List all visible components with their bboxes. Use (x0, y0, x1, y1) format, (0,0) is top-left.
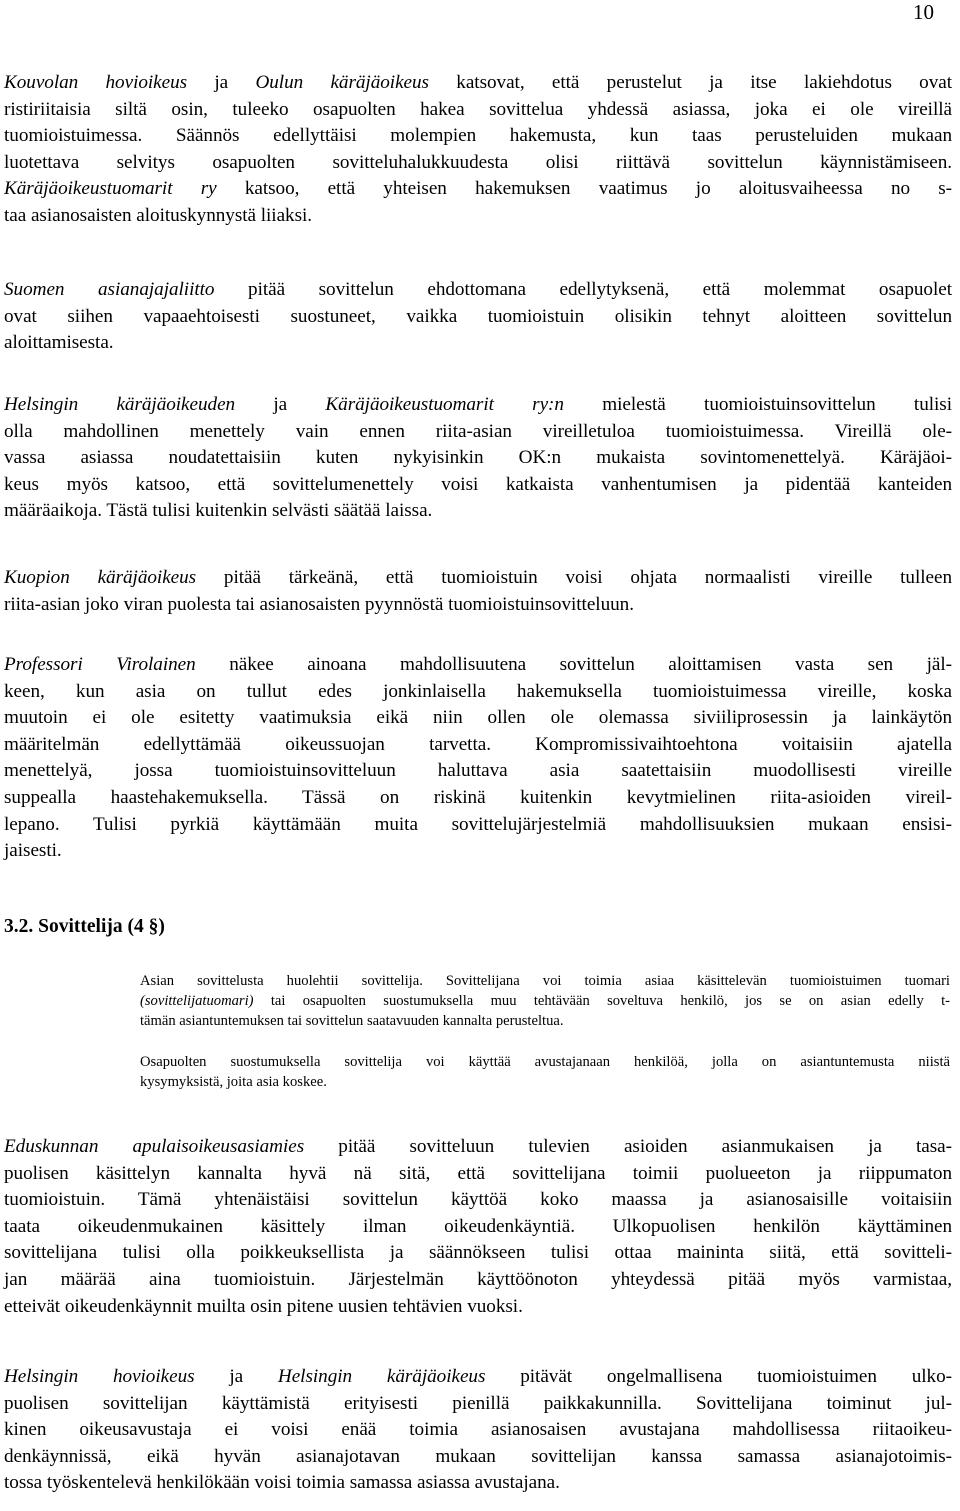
text-line: muutoin ei ole esitetty vaatimuksia eikä niin ollen ole olemassa siviiliprosessin ja lainkäytön (4, 707, 952, 729)
paragraph-virolainen (4, 652, 952, 865)
text-line: Asian sovittelusta huolehtii sovittelija. Sovittelijana voi toimia asiaa käsittelevän tuomioistuimen tuomari (140, 973, 950, 989)
text-line: puolisen käsittelyn kannalta hyvä nä sitä, että sovittelijana toimii puolueeton ja riippumaton (4, 1162, 952, 1184)
text-line: määräaikoja. Tästä tulisi kuitenkin selvästi säätää laissa. (4, 500, 433, 522)
text-run: pitävät ongelmallisena tuomioistuimen ulko- (485, 1366, 952, 1387)
text-line (4, 565, 952, 592)
text-line: keus myös katsoo, että sovittelumenettely voisi katkaista vanhentumisen ja pidentää kanteiden (4, 473, 952, 495)
text-line: denkäynnissä, eikä hyvän asianajotavan mukaan sovittelijan kanssa samassa asianajotoimis- (4, 1445, 952, 1467)
text-line: keen, kun asia on tullut edes jonkinlaisella hakemuksella tuomioistuimessa vireille, koska (4, 680, 952, 702)
text-line: kysymyksistä, joita asia koskee. (140, 1073, 327, 1090)
entity-name: Käräjäoikeustuomarit ry (4, 178, 217, 200)
text-line: lepano. Tulisi pyrkiä käyttämään muita sovittelujärjestelmiä mahdollisuuksien mukaan ensisi- (4, 813, 952, 835)
text-line (4, 392, 952, 419)
entity-name: Eduskunnan apulaisoikeusasiamies (4, 1136, 305, 1157)
text-run: tai osapuolten suostumuksella muu tehtävään soveltuva henkilö, jos se on asian edelly t- (253, 992, 950, 1009)
entity-name: Helsingin hovioikeus (4, 1366, 195, 1387)
text-run: näkee ainoana mahdollisuutena sovittelun aloittamisen vasta sen jäl- (195, 654, 952, 675)
text-run: pitää sovittelun ehdottomana edellytyksenä, että molemmat osapuolet (214, 279, 952, 300)
text-run: ja (235, 394, 326, 415)
text-line: vassa asiassa noudatettaisiin kuten nykyisinkin OK:n mukaista sovintomenettelyä. Käräjäoi- (4, 447, 952, 469)
text-line: ristiriitaisia siltä osin, tuleeko osapuolten hakea sovittelua yhdessä asiassa, joka ei ole vireillä (4, 98, 952, 120)
text-line: puolisen sovittelijan käyttämistä erityisesti pienillä paikkakunnilla. Sovittelijana toiminut jul- (4, 1392, 952, 1414)
paragraph-apulaisoikeusasiamies (4, 1134, 952, 1320)
text-line: menettelyä, jossa tuomioistuinsovitteluun haluttava asia saatettaisiin muodollisesti vireille (4, 760, 952, 782)
text-run: katsoo, että yhteisen hakemuksen vaatimus jo aloitusvaiheessa no s- (216, 178, 953, 200)
text-line: sovittelijana tulisi olla poikkeuksellista ja säännökseen tulisi ottaa maininta siitä, että sovitteli- (4, 1242, 952, 1264)
text-line (4, 70, 952, 97)
text-line: Osapuolten suostumuksella sovittelija voi käyttää avustajanaan henkilöä, jolla on asiantuntemusta niistä (140, 1054, 950, 1070)
text-line: etteivät oikeudenkäynnit muilta osin pitene uusien tehtävien vuoksi. (4, 1295, 523, 1317)
text-line: tuomioistuin. Tämä yhtenäistäisi sovittelun käyttöä koko maassa ja asianosaisille voitaisiin (4, 1189, 952, 1211)
text-run: pitää tärkeänä, että tuomioistuin voisi ohjata normaalisti vireille tulleen (196, 567, 952, 588)
text-line: taata oikeudenmukainen käsittely ilman oikeudenkäyntiä. Ulkopuolisen henkilön käyttäminen (4, 1215, 952, 1237)
text-run: mielestä tuomioistuinsovittelun tulisi (563, 394, 952, 415)
text-line: suppealla haastehakemuksella. Tässä on riskinä kuitenkin kevytmielinen riita-asioiden vireil- (4, 786, 952, 808)
entity-name: Kuopion käräjäoikeus (4, 567, 197, 588)
text-run: ja (187, 72, 256, 93)
text-line (4, 176, 952, 203)
law-quote-1 (140, 972, 950, 1031)
text-run: pitää sovitteluun tulevien asioiden asianmukaisen ja tasa- (304, 1136, 952, 1157)
text-line: riita-asian joko viran puolesta tai asianosaisten pyynnöstä tuomioistuinsovitteluun. (4, 593, 634, 615)
law-quote-2 (140, 1053, 950, 1093)
entity-name: Oulun käräjäoikeus (255, 72, 429, 93)
section-heading: 3.2. Sovittelija (4 §) (4, 916, 165, 937)
text-line: määritelmän edellyttämää oikeussuojan tarvetta. Kompromissivaihtoehtona voitaisiin ajatella (4, 733, 952, 755)
paragraph-helsinki-hovioikeus (4, 1364, 952, 1497)
text-line: aloittamisesta. (4, 332, 114, 354)
entity-name: Professori Virolainen (4, 654, 196, 675)
text-line: tämän asiantuntemuksen tai sovittelun saatavuuden kannalta perusteltua. (140, 1012, 564, 1029)
paragraph-kuopio (4, 565, 952, 618)
text-line: tuomioistuimessa. Säännös edellyttäisi molempien hakemusta, kun taas perusteluiden mukaan (4, 125, 952, 147)
text-line: ovat siihen vapaaehtoisesti suostuneet, vaikka tuomioistuin olisikin tehnyt aloitteen sovittelun (4, 305, 952, 327)
text-line (4, 1134, 952, 1161)
paragraph-kouvola-oulu (4, 70, 952, 230)
text-line: luotettava selvitys osapuolten sovitteluhalukkuudesta olisi riittävä sovittelun käynnistämiseen. (4, 151, 952, 173)
text-line (140, 992, 950, 1012)
term: (sovittelijatuomari) (140, 992, 254, 1009)
text-line: taa asianosaisten aloituskynnystä liiaksi. (4, 204, 313, 226)
text-run: ja (194, 1366, 278, 1387)
text-line: jan määrää aina tuomioistuin. Järjestelmän käyttöönoton yhteydessä pitää myös varmistaa, (4, 1268, 952, 1290)
text-line: tossa työskentelevä henkilökään voisi toimia samassa asiassa avustajana. (4, 1472, 560, 1494)
entity-name: Helsingin käräjäoikeus (277, 1366, 486, 1387)
text-line (4, 277, 952, 304)
paragraph-helsinki-karajaoikeus (4, 392, 952, 525)
paragraph-asianajajaliitto (4, 277, 952, 357)
text-line: olla mahdollinen menettely vain ennen riita-asian vireilletuloa tuomioistuimessa. Vireillä ole- (4, 420, 952, 442)
entity-name: Suomen asianajajaliitto (4, 279, 215, 300)
page-number: 10 (913, 0, 934, 24)
entity-name: Helsingin käräjäoikeuden (4, 394, 236, 415)
text-line (4, 652, 952, 679)
text-line (4, 1364, 952, 1391)
text-run: katsovat, että perustelut ja itse lakiehdotus ovat (428, 72, 952, 93)
text-line: jaisesti. (4, 840, 62, 862)
entity-name: Kouvolan hovioikeus (4, 72, 188, 93)
entity-name: Käräjäoikeustuomarit ry:n (325, 394, 564, 415)
text-line: kinen oikeusavustaja ei voisi enää toimia asianosaisen avustajana mahdollisessa riitaoikeu- (4, 1419, 952, 1441)
